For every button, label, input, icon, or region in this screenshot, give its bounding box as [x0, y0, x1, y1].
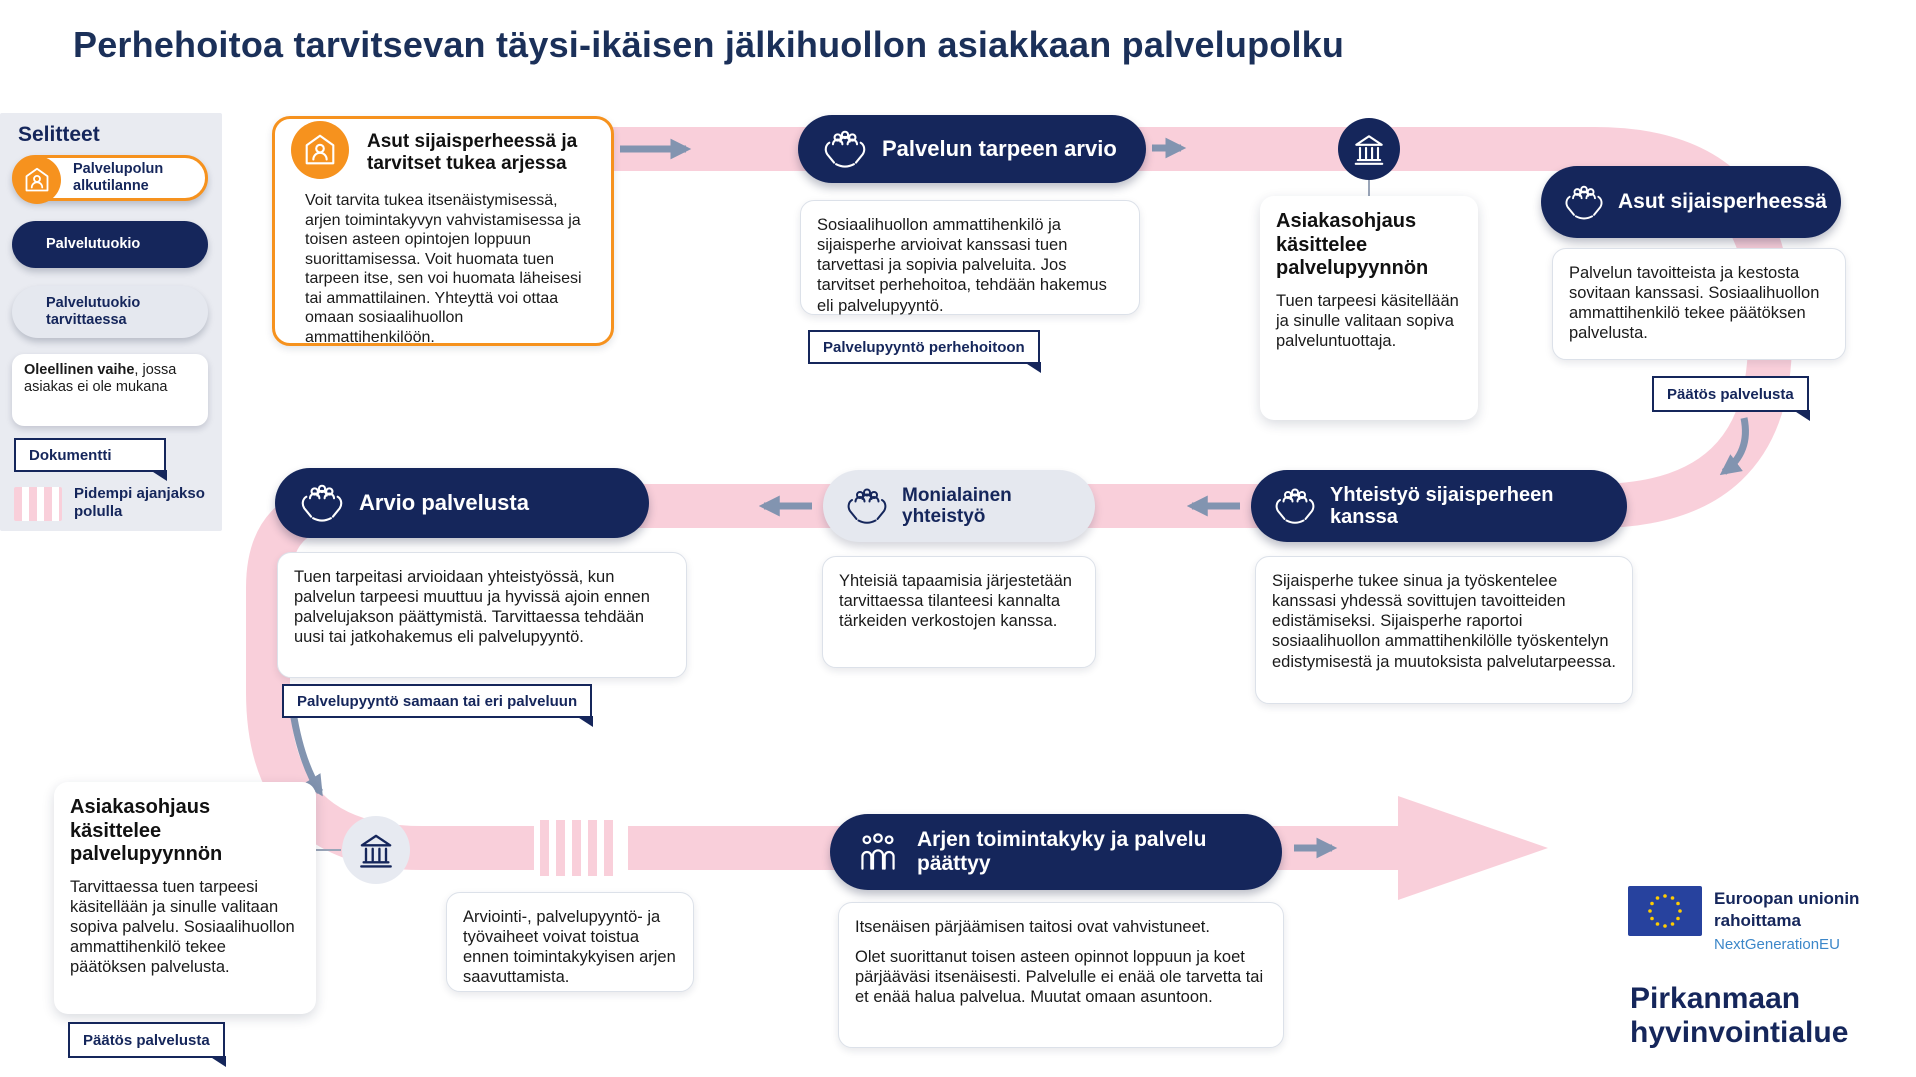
- doc-label: Päätös palvelusta: [83, 1031, 210, 1049]
- legend-tuokio-tarvittaessa-label: Palvelutuokio tarvittaessa: [46, 295, 141, 328]
- page-title: Perhehoitoa tarvitsevan täysi-ikäisen jälkihuollon asiakkaan palvelupolku: [73, 24, 1345, 65]
- legend-pidempi-label: Pidempi ajanjakso polulla: [74, 485, 205, 520]
- monialainen-body: Yhteisiä tapaamisia järjestetään tarvittaessa tilanteesi kannalta tärkeiden verkostojen kanssa.: [839, 572, 1072, 631]
- asiakasohjaus-bottom-body: Tarvittaessa tuen tarpeesi käsitellään ja sinulle valitaan sopiva palvelu. Sosiaalihuollon ammattihenkilö tekee päätöksen palvelusta.: [70, 877, 295, 977]
- striped-segment: [534, 816, 628, 880]
- start-card: [272, 116, 614, 346]
- legend-vaihe-rest: , jossa asiakas ei ole mukana: [24, 362, 177, 396]
- asut-body: Palvelun tavoitteista ja kestosta sovitaan kanssasi. Sosiaalihuollon ammattihenkilö tekee päätöksen palvelusta.: [1569, 264, 1820, 343]
- institution-icon: [342, 816, 410, 884]
- eu-funding-line1: Euroopan unionin: [1714, 889, 1860, 908]
- pill-asut-label: Asut sijaisperheessä: [1618, 190, 1827, 214]
- pill-paattyy-label: Arjen toimintakyky ja palvelu päättyy: [917, 828, 1207, 875]
- doc-palvelupyynto-samaan: [282, 684, 592, 718]
- doc-palvelupyynto-perhehoitoon: [808, 330, 1040, 364]
- yhteistyo-card: [1255, 556, 1633, 704]
- pill-palvelun-tarpeen-arvio: [798, 115, 1146, 183]
- arviointi-note-card: [446, 892, 694, 992]
- doc-paatos-palvelusta-top: [1652, 376, 1809, 412]
- eu-flag: [1628, 886, 1702, 936]
- institution-icon: [1338, 118, 1400, 180]
- doc-label: Palvelupyyntö perhehoitoon: [823, 338, 1025, 356]
- pill-yhteistyo-sijaisperheen: [1251, 470, 1627, 542]
- doc-label: Päätös palvelusta: [1667, 385, 1794, 403]
- start-card-body: Voit tarvita tukea itsenäistymisessä, arjen toimintakyvyn vahvistamisessa ja toisen asteen opintojen loppuun suorittamisessa. Voit huomata tuen tarpeen itse, sen voi huomata läheisesi tai ammattilainen. Yhteyttä voi ottaa omaan sosiaalihuollon ammattihenkilöön.: [305, 192, 582, 346]
- pill-monialainen-yhteistyo: [823, 470, 1095, 542]
- yhteistyo-body: Sijaisperhe tukee sinua ja työskentelee kanssasi yhdessä sovittujen tavoitteiden edistämiseksi. Sijaisperhe raportoi sosiaalihuollon ammattihenkilölle työskentelyn edistymisestä ja muutoksista palvelutarpeessa.: [1272, 572, 1616, 671]
- legend-dokumentti-label: Dokumentti: [29, 446, 112, 464]
- start-card-title: Asut sijaisperheessä ja tarvitset tukea arjessa: [367, 131, 578, 175]
- asut-card: [1552, 248, 1846, 360]
- pill-asut-sijaisperheessa: [1541, 166, 1841, 238]
- doc-label: Palvelupyyntö samaan tai eri palveluun: [297, 692, 578, 710]
- paattyy-body-1: Itsenäisen pärjäämisen taitosi ovat vahvistuneet.: [855, 918, 1210, 936]
- pill-palvelun-tarpeen-arvio-label: Palvelun tarpeen arvio: [882, 135, 1117, 161]
- legend-heading: Selitteet: [18, 123, 100, 146]
- pill-arvio-label: Arvio palvelusta: [359, 489, 529, 515]
- care-hands-icon: [1273, 487, 1317, 525]
- org-logo-line2: hyvinvointialue: [1630, 1016, 1849, 1049]
- legend-vaihe-bold: Oleellinen vaihe: [24, 362, 135, 378]
- asiakasohjaus-bottom-card: [54, 782, 316, 1014]
- arvio-card: [277, 552, 687, 678]
- care-hands-icon: [1563, 184, 1605, 221]
- paattyy-card: [838, 902, 1284, 1048]
- house-person-icon: [291, 121, 349, 179]
- family-icon: [854, 832, 902, 872]
- tarpeen-arvio-card: [800, 200, 1140, 315]
- legend-start-label: Palvelupolun alkutilanne: [73, 161, 164, 194]
- asiakasohjaus-bottom-title: Asiakasohjaus käsittelee palvelupyynnön: [70, 796, 223, 866]
- arvio-body: Tuen tarpeitasi arvioidaan yhteistyössä, kun palvelun tarpeesi muuttuu ja hyvissä ajoin ennen palvelujakson päättymistä. Tarvittaessa tehdään uusi tai jatkohakemus eli palvelupyyntö.: [294, 568, 650, 647]
- nextgeneration-eu-label: NextGenerationEU: [1714, 936, 1840, 953]
- pill-palvelu-paattyy: [830, 814, 1282, 890]
- pill-arvio-palvelusta: [275, 468, 649, 538]
- monialainen-card: [822, 556, 1096, 668]
- pill-monialainen-label: Monialainen yhteistyö: [902, 484, 1012, 527]
- paattyy-body-2: Olet suorittanut toisen asteen opinnot loppuun ja koet pärjääväsi itsenäisesti. Palvelulle ei enää ole tarvetta tai et enää halua palvelua. Muutat omaan asuntoon.: [855, 948, 1264, 1007]
- asiakasohjaus-top-title: Asiakasohjaus käsittelee palvelupyynnön: [1276, 210, 1429, 280]
- arviointi-note-body: Arviointi-, palvelupyyntö- ja työvaiheet voivat toistua ennen toimintakykyisen arjen saavuttamista.: [463, 908, 676, 987]
- doc-paatos-palvelusta-bottom: [68, 1022, 225, 1058]
- asiakasohjaus-top-card: [1260, 196, 1478, 420]
- asiakasohjaus-top-body: Tuen tarpeesi käsitellään ja sinulle valitaan sopiva palveluntuottaja.: [1276, 291, 1459, 351]
- path-end-arrowhead: [1398, 796, 1548, 900]
- legend-tuokio-label: Palvelutuokio: [46, 236, 141, 253]
- care-hands-icon: [845, 487, 889, 525]
- org-logo-line1: Pirkanmaan: [1630, 982, 1801, 1015]
- care-hands-icon: [299, 483, 345, 523]
- care-hands-icon: [822, 129, 868, 169]
- tarpeen-arvio-body: Sosiaalihuollon ammattihenkilö ja sijaisperhe arvioivat kanssasi tuen tarvettasi ja sopivia palveluita. Jos tarvitset perhehoitoa, tehdään hakemus eli palvelupyyntö.: [817, 216, 1107, 315]
- pill-yhteistyo-label: Yhteistyö sijaisperheen kanssa: [1330, 483, 1554, 528]
- legend-dokumentti-box: [14, 438, 166, 472]
- eu-funding-line2: rahoittama: [1714, 911, 1801, 930]
